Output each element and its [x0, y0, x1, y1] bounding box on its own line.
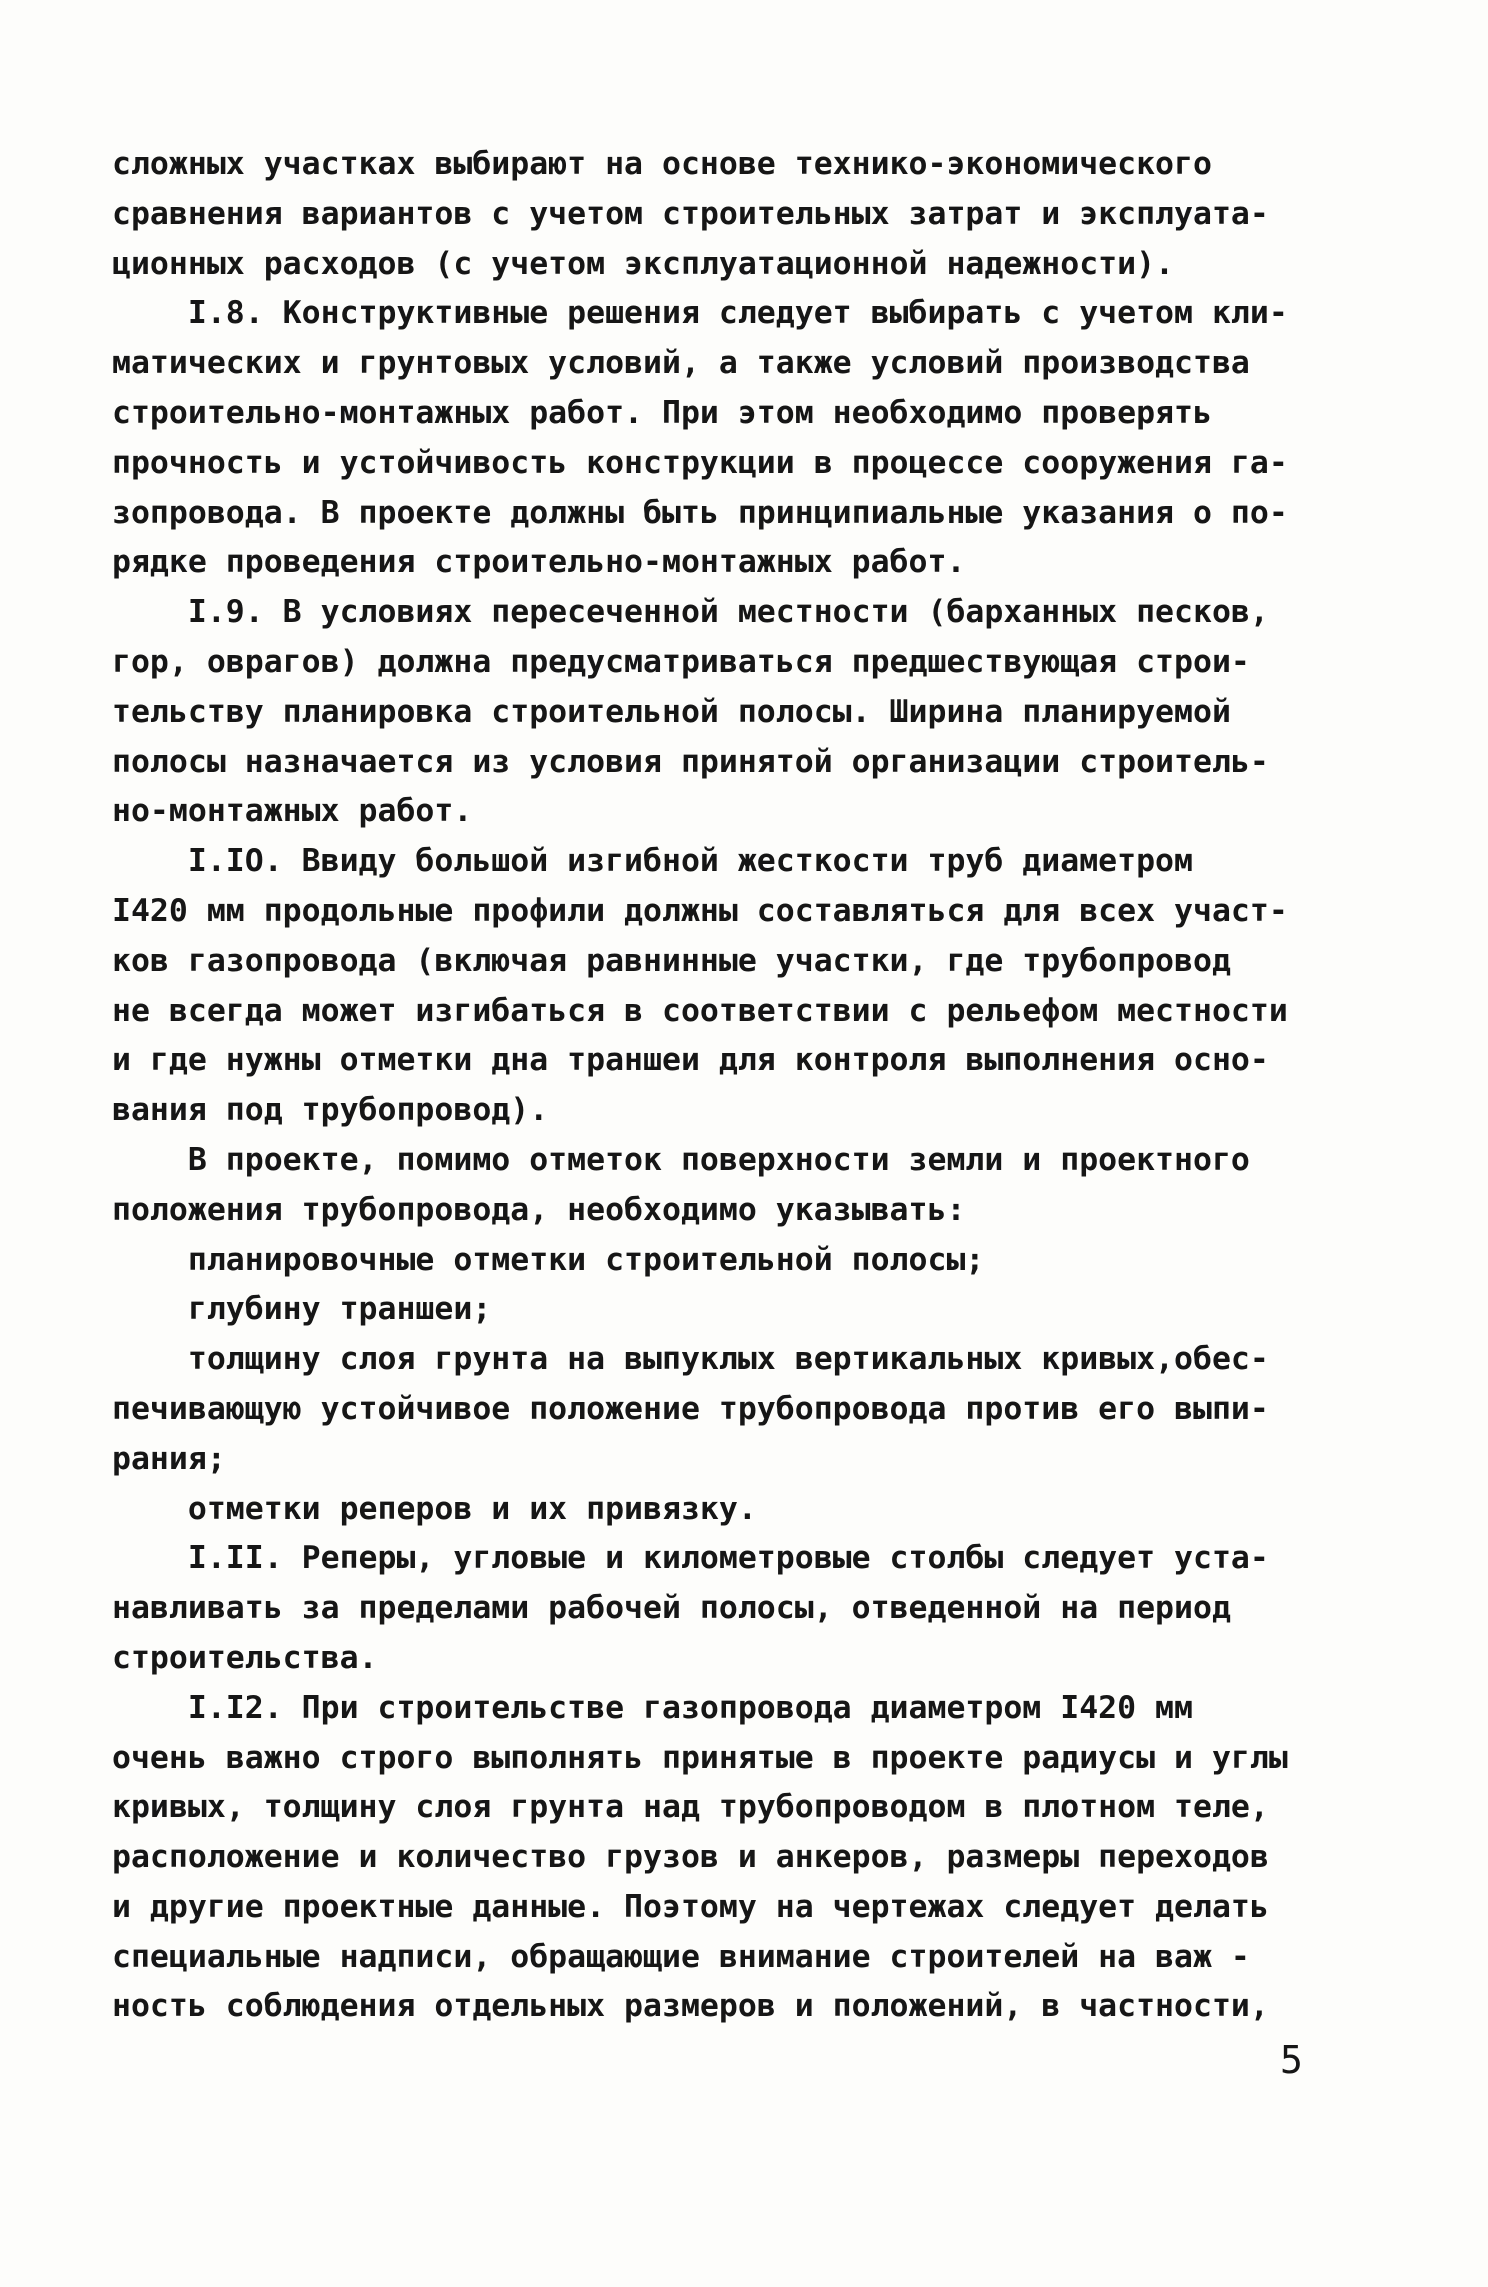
text-line: строительно-монтажных работ. При этом необходимо проверять	[112, 394, 1212, 431]
text-line: планировочные отметки строительной полосы;	[112, 1241, 985, 1278]
text-line: отметки реперов и их привязку.	[112, 1490, 757, 1527]
text-line: I.IO. Ввиду большой изгибной жесткости труб диаметром	[112, 843, 1193, 880]
text-line: ционных расходов (с учетом эксплуатационной надежности).	[112, 245, 1175, 282]
text-line: но-монтажных работ.	[112, 793, 473, 830]
text-line: специальные надписи, обращающие внимание строителей на важ -	[112, 1938, 1250, 1975]
text-line: рания;	[112, 1440, 226, 1477]
text-line: I420 мм продольные профили должны составляться для всех участ-	[112, 892, 1288, 929]
text-line: полосы назначается из условия принятой организации строитель-	[112, 743, 1269, 780]
text-line: тельству планировка строительной полосы. Ширина планируемой	[112, 693, 1231, 730]
body-text	[112, 140, 1402, 2032]
text-line: толщину слоя грунта на выпуклых вертикальных кривых,обес-	[112, 1341, 1269, 1378]
text-line: навливать за пределами рабочей полосы, отведенной на период	[112, 1590, 1231, 1627]
text-line: не всегда может изгибаться в соответствии с рельефом местности	[112, 992, 1288, 1029]
text-line: ность соблюдения отдельных размеров и положений, в частности,	[112, 1988, 1269, 2025]
text-line: строительства.	[112, 1639, 378, 1676]
text-line: I.II. Реперы, угловые и километровые столбы следует уста-	[112, 1540, 1269, 1577]
text-line: очень важно строго выполнять принятые в проекте радиусы и углы	[112, 1739, 1288, 1776]
text-line: прочность и устойчивость конструкции в процессе сооружения га-	[112, 444, 1288, 481]
text-line: ков газопровода (включая равнинные участки, где трубопровод	[112, 942, 1231, 979]
text-line: кривых, толщину слоя грунта над трубопроводом в плотном теле,	[112, 1789, 1269, 1826]
text-line: сравнения вариантов с учетом строительных затрат и эксплуата-	[112, 195, 1269, 232]
text-line: I.9. В условиях пересеченной местности (барханных песков,	[112, 594, 1269, 631]
text-line: и другие проектные данные. Поэтому на чертежах следует делать	[112, 1888, 1269, 1925]
text-line: гор, оврагов) должна предусматриваться предшествующая строи-	[112, 643, 1250, 680]
text-line: печивающую устойчивое положение трубопровода против его выпи-	[112, 1390, 1269, 1427]
text-line: I.I2. При строительстве газопровода диаметром I420 мм	[112, 1689, 1193, 1726]
text-line: матических и грунтовых условий, а также условий производства	[112, 345, 1250, 382]
text-line: вания под трубопровод).	[112, 1092, 549, 1129]
page-number: 5	[1280, 2038, 1303, 2082]
text-line: сложных участках выбирают на основе технико-экономического	[112, 146, 1212, 182]
text-line: и где нужны отметки дна траншеи для контроля выполнения осно-	[112, 1042, 1269, 1079]
text-line: зопровода. В проекте должны быть принципиальные указания о по-	[112, 494, 1288, 531]
text-line: рядке проведения строительно-монтажных работ.	[112, 544, 966, 581]
text-line: положения трубопровода, необходимо указывать:	[112, 1191, 966, 1228]
text-line: глубину траншеи;	[112, 1291, 492, 1328]
text-line: расположение и количество грузов и анкеров, размеры переходов	[112, 1839, 1269, 1876]
text-line: В проекте, помимо отметок поверхности земли и проектного	[112, 1141, 1250, 1178]
text-line: I.8. Конструктивные решения следует выбирать с учетом кли-	[112, 295, 1288, 332]
